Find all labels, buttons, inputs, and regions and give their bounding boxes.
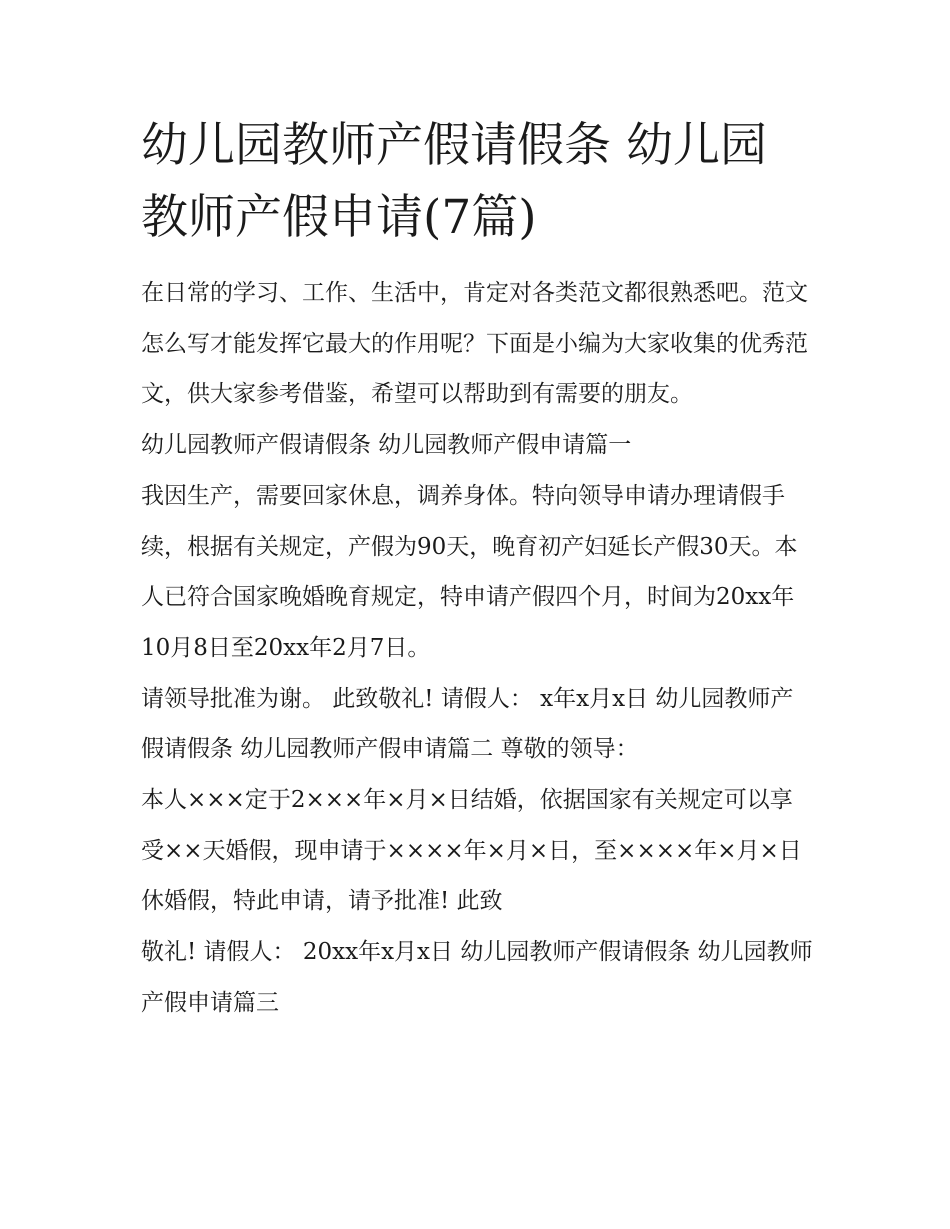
document-page <box>141 110 813 1029</box>
intro-paragraph: 在日常的学习、工作、生活中，肯定对各类范文都很熟悉吧。范文怎么写才能发挥它最大的作用呢？下面是小编为大家收集的优秀范文，供大家参考借鉴，希望可以帮助到有需要的朋友。 <box>141 280 808 408</box>
section-heading-1: 幼儿园教师产假请假条 幼儿园教师产假申请篇一 <box>141 432 632 459</box>
body-paragraph: 请领导批准为谢。 此致敬礼! 请假人： x年x月x日 幼儿园教师产假请假条 幼儿园教师产假申请篇二 尊敬的领导： <box>141 685 794 763</box>
body-paragraph: 敬礼! 请假人： 20xx年x月x日 幼儿园教师产假请假条 幼儿园教师产假申请篇三 <box>141 939 813 1016</box>
body-paragraph: 我因生产，需要回家休息，调养身体。特向领导申请办理请假手续，根据有关规定，产假为90天，晚育初产妇延长产假30天。本人已符合国家晚婚晚育规定，特申请产假四个月，时间为20xx年10月8日至20xx年2月7日。 <box>141 482 798 661</box>
body-paragraph: 本人×××定于2×××年×月×日结婚，依据国家有关规定可以享受××天婚假，现申请于××××年×月×日，至××××年×月×日休婚假，特此申请，请予批准! 此致 <box>141 787 802 915</box>
document-title: 幼儿园教师产假请假条 幼儿园教师产假申请(7篇) <box>141 118 767 245</box>
